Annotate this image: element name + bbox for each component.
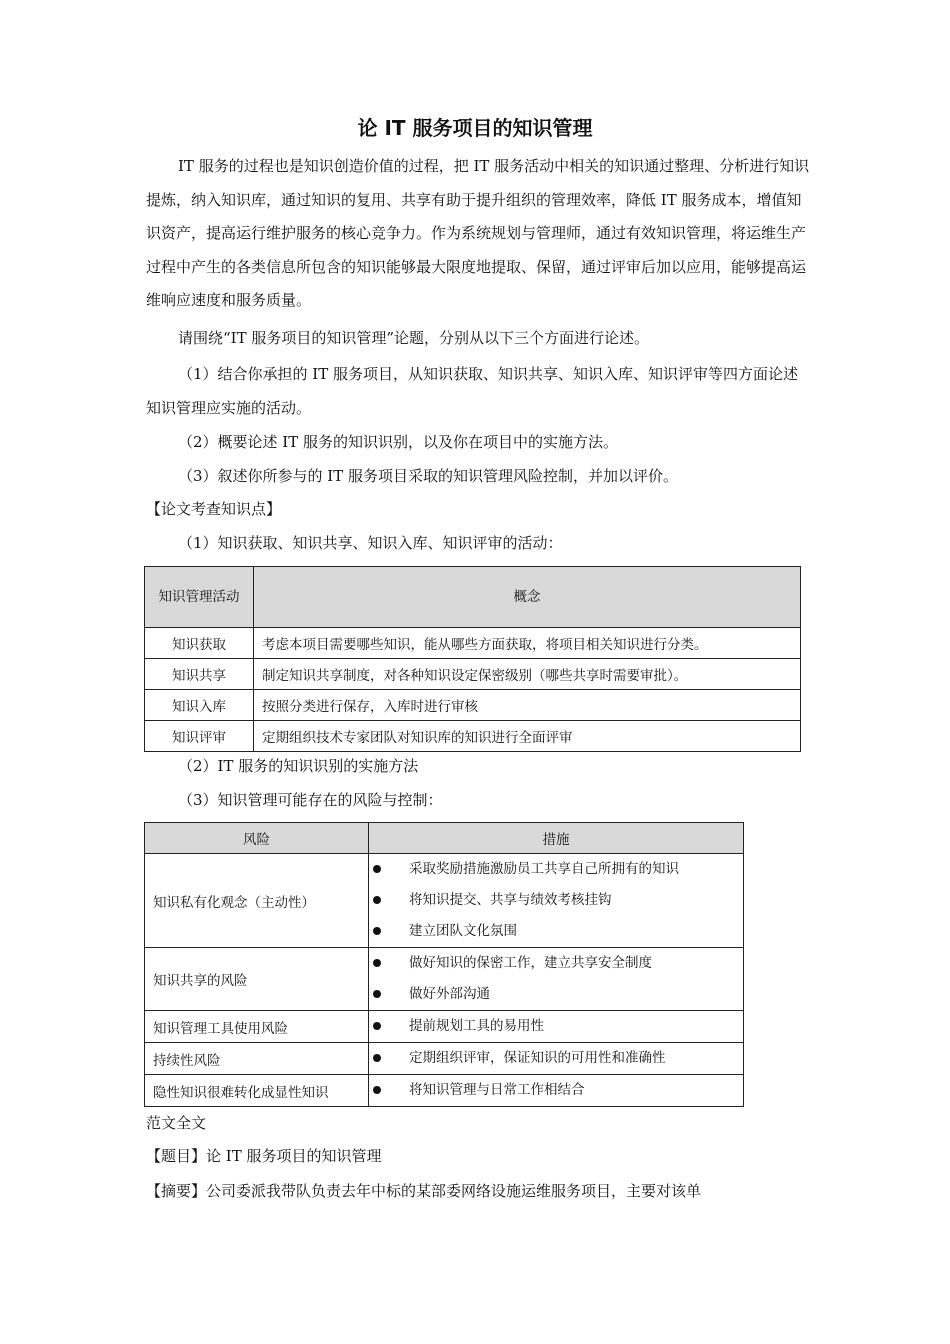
table-header-cell: 概念 <box>254 567 801 628</box>
knowledge-point-2: （2）IT 服务的知识识别的实施方法 <box>178 757 419 775</box>
table-header-row <box>145 567 801 628</box>
table-row <box>145 721 801 752</box>
table-header-cell: 风险 <box>145 823 369 854</box>
risk-cell: 持续性风险 <box>145 1043 369 1075</box>
table-cell: 制定知识共享制度，对各种知识设定保密级别（哪些共享时需要审批）。 <box>254 659 801 690</box>
measures-cell <box>369 1043 744 1075</box>
measures-cell <box>369 948 744 1011</box>
risk-cell: 知识共享的风险 <box>145 948 369 1011</box>
table-row <box>145 1075 744 1107</box>
table-header-row <box>145 823 744 854</box>
measure-item: 提前规划工具的易用性 <box>369 1011 743 1042</box>
risk-control-table <box>144 822 744 1107</box>
table-row <box>145 854 744 948</box>
table-row <box>145 1043 744 1075</box>
measures-cell <box>369 1075 744 1107</box>
measures-cell <box>369 1011 744 1043</box>
measure-item: 将知识管理与日常工作相结合 <box>369 1075 743 1106</box>
measure-item: 做好外部沟通 <box>369 979 743 1010</box>
risk-cell: 知识管理工具使用风险 <box>145 1011 369 1043</box>
measure-item: 做好知识的保密工作，建立共享安全制度 <box>369 948 743 979</box>
table-row <box>145 1011 744 1043</box>
sample-essay-heading: 范文全文 <box>146 1114 207 1132</box>
knowledge-point-1: （1）知识获取、知识共享、知识入库、知识评审的活动： <box>178 534 563 552</box>
prompt-text: 请围绕“IT 服务项目的知识管理”论题，分别从以下三个方面进行论述。 <box>178 329 650 347</box>
table-row <box>145 690 801 721</box>
table-header-cell: 知识管理活动 <box>145 567 254 628</box>
measure-item: 建立团队文化氛围 <box>369 916 743 947</box>
table-cell: 知识获取 <box>145 628 254 659</box>
table-row <box>145 948 744 1011</box>
knowledge-point-3: （3）知识管理可能存在的风险与控制： <box>178 791 443 809</box>
table-row <box>145 628 801 659</box>
essay-topic-line: 【题目】论 IT 服务项目的知识管理 <box>146 1147 382 1165</box>
table-cell: 知识共享 <box>145 659 254 690</box>
measure-item: 将知识提交、共享与绩效考核挂钩 <box>369 885 743 916</box>
table-row <box>145 659 801 690</box>
measure-item: 采取奖励措施激励员工共享自己所拥有的知识 <box>369 854 743 885</box>
essay-abstract-line: 【摘要】公司委派我带队负责去年中标的某部委网络设施运维服务项目，主要对该单 <box>146 1182 702 1200</box>
table-header-cell: 措施 <box>369 823 744 854</box>
risk-cell: 知识私有化观念（主动性） <box>145 854 369 948</box>
measure-item: 定期组织评审，保证知识的可用性和准确性 <box>369 1043 743 1074</box>
question-2: （2）概要论述 IT 服务的知识识别，以及你在项目中的实施方法。 <box>178 433 619 451</box>
risk-cell: 隐性知识很难转化成显性知识 <box>145 1075 369 1107</box>
intro-paragraph: IT 服务的过程也是知识创造价值的过程，把 IT 服务活动中相关的知识通过整理、分析进行知识提炼，纳入知识库，通过知识的复用、共享有助于提升组织的管理效率，降低 IT 服务成本，增值知识资产，提高运行维护服务的核心竞争力。作为系统规划与管理师，通过有效知识管理，将运维生产过程中产生的各类信息所包含的知识能够最大限度地提取、保留，通过评审后加以应用，能够提高运维响应速度和服务质量。 <box>146 157 810 309</box>
measures-cell <box>369 854 744 948</box>
table-cell: 按照分类进行保存，入库时进行审核 <box>254 690 801 721</box>
activities-table <box>144 566 801 752</box>
table-cell: 知识评审 <box>145 721 254 752</box>
knowledge-points-heading: 【论文考查知识点】 <box>146 500 282 518</box>
page-title: 论 IT 服务项目的知识管理 <box>357 116 593 140</box>
question-3: （3）叙述你所参与的 IT 服务项目采取的知识管理风险控制，并加以评价。 <box>178 467 679 485</box>
table-cell: 考虑本项目需要哪些知识，能从哪些方面获取，将项目相关知识进行分类。 <box>254 628 801 659</box>
question-1: （1）结合你承担的 IT 服务项目，从知识获取、知识共享、知识入库、知识评审等四方面论述知识管理应实施的活动。 <box>146 365 799 417</box>
table-cell: 定期组织技术专家团队对知识库的知识进行全面评审 <box>254 721 801 752</box>
table-cell: 知识入库 <box>145 690 254 721</box>
